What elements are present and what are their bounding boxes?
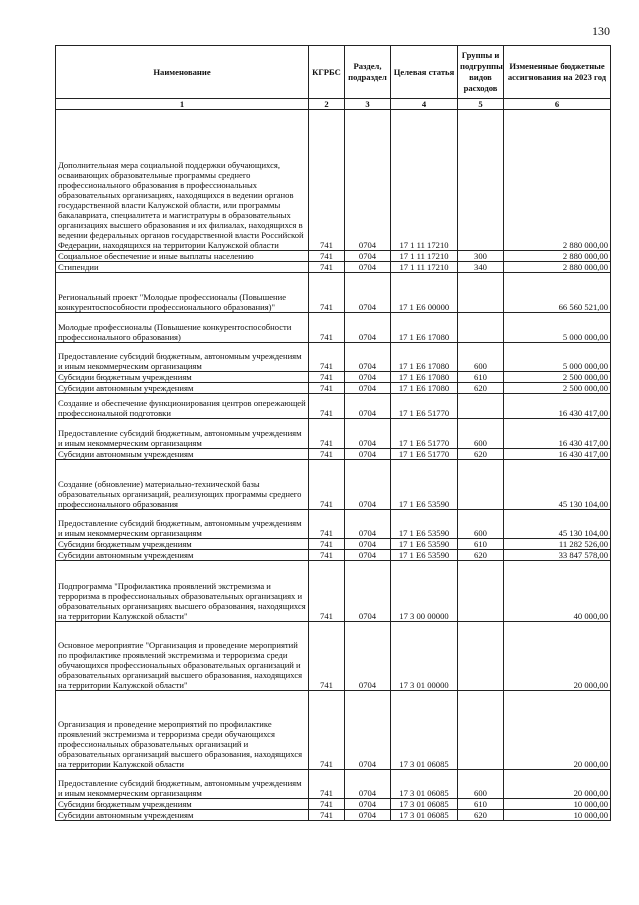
cell-target: 17 3 01 06085 <box>391 799 458 810</box>
cell-name: Региональный проект "Молодые профессионалы (Повышение конкурентоспособности профессионального образования)" <box>56 273 309 313</box>
cell-amount: 16 430 417,00 <box>504 419 611 449</box>
cell-section: 0704 <box>345 313 391 343</box>
column-number: 5 <box>458 99 504 110</box>
cell-group: 610 <box>458 799 504 810</box>
cell-group <box>458 394 504 419</box>
cell-target: 17 1 E6 53590 <box>391 550 458 561</box>
cell-amount: 10 000,00 <box>504 799 611 810</box>
cell-target: 17 1 E6 51770 <box>391 394 458 419</box>
cell-target: 17 1 E6 00000 <box>391 273 458 313</box>
table-row <box>56 383 611 394</box>
cell-name: Субсидии автономным учреждениям <box>56 810 309 821</box>
header-target: Целевая статья <box>391 46 458 99</box>
cell-amount: 66 560 521,00 <box>504 273 611 313</box>
cell-target: 17 1 11 17210 <box>391 251 458 262</box>
cell-group <box>458 460 504 510</box>
cell-kgrbs: 741 <box>309 419 345 449</box>
cell-name: Субсидии автономным учреждениям <box>56 550 309 561</box>
cell-amount: 11 282 526,00 <box>504 539 611 550</box>
cell-name: Субсидии автономным учреждениям <box>56 383 309 394</box>
cell-kgrbs: 741 <box>309 510 345 539</box>
cell-target: 17 1 E6 53590 <box>391 539 458 550</box>
cell-section: 0704 <box>345 273 391 313</box>
header-groups: Группы и подгруппы видов расходов <box>458 46 504 99</box>
cell-section: 0704 <box>345 561 391 622</box>
cell-group: 600 <box>458 510 504 539</box>
cell-section: 0704 <box>345 539 391 550</box>
cell-section: 0704 <box>345 419 391 449</box>
cell-group: 600 <box>458 770 504 799</box>
cell-group: 340 <box>458 262 504 273</box>
header-amount: Измененные бюджетные ассигнования на 2023 год <box>504 46 611 99</box>
cell-target: 17 3 01 06085 <box>391 770 458 799</box>
cell-kgrbs: 741 <box>309 372 345 383</box>
column-number: 1 <box>56 99 309 110</box>
table-row <box>56 799 611 810</box>
table-row <box>56 110 611 251</box>
cell-target: 17 1 E6 17080 <box>391 383 458 394</box>
cell-kgrbs: 741 <box>309 810 345 821</box>
cell-kgrbs: 741 <box>309 343 345 372</box>
column-number: 4 <box>391 99 458 110</box>
column-number-row <box>56 99 611 110</box>
page-number: 130 <box>592 24 610 38</box>
table-body <box>56 110 611 821</box>
cell-group <box>458 313 504 343</box>
cell-section: 0704 <box>345 449 391 460</box>
cell-name: Предоставление субсидий бюджетным, автономным учреждениям и иным некоммерческим организациям <box>56 419 309 449</box>
cell-section: 0704 <box>345 262 391 273</box>
cell-section: 0704 <box>345 550 391 561</box>
cell-target: 17 1 E6 17080 <box>391 372 458 383</box>
cell-section: 0704 <box>345 372 391 383</box>
cell-section: 0704 <box>345 394 391 419</box>
cell-kgrbs: 741 <box>309 539 345 550</box>
table-row <box>56 622 611 691</box>
cell-name: Стипендии <box>56 262 309 273</box>
cell-target: 17 1 E6 17080 <box>391 313 458 343</box>
cell-group <box>458 691 504 770</box>
table-row <box>56 262 611 273</box>
cell-name: Предоставление субсидий бюджетным, автономным учреждениям и иным некоммерческим организациям <box>56 510 309 539</box>
column-number: 6 <box>504 99 611 110</box>
cell-amount: 45 130 104,00 <box>504 460 611 510</box>
table-row <box>56 394 611 419</box>
cell-target: 17 1 E6 53590 <box>391 510 458 539</box>
table-row <box>56 460 611 510</box>
cell-group <box>458 561 504 622</box>
cell-amount: 2 880 000,00 <box>504 251 611 262</box>
cell-group: 610 <box>458 372 504 383</box>
cell-kgrbs: 741 <box>309 799 345 810</box>
cell-kgrbs: 741 <box>309 273 345 313</box>
cell-amount: 20 000,00 <box>504 622 611 691</box>
cell-amount: 16 430 417,00 <box>504 394 611 419</box>
cell-kgrbs: 741 <box>309 561 345 622</box>
cell-name: Предоставление субсидий бюджетным, автономным учреждениям и иным некоммерческим организациям <box>56 770 309 799</box>
cell-target: 17 1 E6 17080 <box>391 343 458 372</box>
table-row <box>56 510 611 539</box>
header-section: Раздел, подраздел <box>345 46 391 99</box>
table-row <box>56 550 611 561</box>
cell-target: 17 3 01 06085 <box>391 810 458 821</box>
cell-amount: 2 880 000,00 <box>504 262 611 273</box>
cell-kgrbs: 741 <box>309 460 345 510</box>
cell-amount: 5 000 000,00 <box>504 313 611 343</box>
cell-name: Организация и проведение мероприятий по профилактике проявлений экстремизма и терроризма среди обучающихся профессиональных образовательных организаций и образовательных организаций высшего образования, находящихся на территории Калужской области <box>56 691 309 770</box>
cell-name: Социальное обеспечение и иные выплаты населению <box>56 251 309 262</box>
header-name: Наименование <box>56 46 309 99</box>
header-row <box>56 46 611 99</box>
cell-amount: 20 000,00 <box>504 770 611 799</box>
column-number: 3 <box>345 99 391 110</box>
table-row <box>56 273 611 313</box>
cell-name: Предоставление субсидий бюджетным, автономным учреждениям и иным некоммерческим организациям <box>56 343 309 372</box>
table-row <box>56 343 611 372</box>
cell-kgrbs: 741 <box>309 262 345 273</box>
cell-group: 610 <box>458 539 504 550</box>
cell-section: 0704 <box>345 251 391 262</box>
cell-group: 620 <box>458 550 504 561</box>
table-row <box>56 539 611 550</box>
cell-name: Субсидии бюджетным учреждениям <box>56 799 309 810</box>
table-row <box>56 561 611 622</box>
cell-group <box>458 110 504 251</box>
cell-name: Подпрограмма "Профилактика проявлений экстремизма и терроризма в профессиональных образовательных организациях и образовательных организациях высшего образования, находящихся на территории Калужской области" <box>56 561 309 622</box>
cell-name: Основное мероприятие "Организация и проведение мероприятий по профилактике проявлений экстремизма и терроризма среди обучающихся профессиональных образовательных организаций и образовательных организаций высшего образования, находящихся на территории Калужской области" <box>56 622 309 691</box>
table-row <box>56 449 611 460</box>
table-row <box>56 691 611 770</box>
table-row <box>56 372 611 383</box>
cell-kgrbs: 741 <box>309 770 345 799</box>
cell-target: 17 1 E6 51770 <box>391 419 458 449</box>
cell-section: 0704 <box>345 510 391 539</box>
cell-group: 300 <box>458 251 504 262</box>
cell-name: Субсидии автономным учреждениям <box>56 449 309 460</box>
cell-section: 0704 <box>345 110 391 251</box>
cell-section: 0704 <box>345 799 391 810</box>
table-row <box>56 810 611 821</box>
cell-section: 0704 <box>345 383 391 394</box>
cell-group: 620 <box>458 383 504 394</box>
cell-kgrbs: 741 <box>309 449 345 460</box>
table-row <box>56 419 611 449</box>
budget-table <box>55 45 611 821</box>
cell-name: Субсидии бюджетным учреждениям <box>56 372 309 383</box>
cell-kgrbs: 741 <box>309 251 345 262</box>
cell-target: 17 1 E6 51770 <box>391 449 458 460</box>
cell-target: 17 1 E6 53590 <box>391 460 458 510</box>
cell-name: Молодые профессионалы (Повышение конкурентоспособности профессионального образования) <box>56 313 309 343</box>
table-row <box>56 251 611 262</box>
cell-kgrbs: 741 <box>309 313 345 343</box>
cell-amount: 2 500 000,00 <box>504 372 611 383</box>
column-number: 2 <box>309 99 345 110</box>
cell-kgrbs: 741 <box>309 110 345 251</box>
cell-group: 600 <box>458 343 504 372</box>
cell-kgrbs: 741 <box>309 394 345 419</box>
header-kgrbs: КГРБС <box>309 46 345 99</box>
cell-name: Субсидии бюджетным учреждениям <box>56 539 309 550</box>
cell-section: 0704 <box>345 622 391 691</box>
cell-name: Создание (обновление) материально-технической базы образовательных организаций, реализующих программы среднего профессионального образования <box>56 460 309 510</box>
cell-section: 0704 <box>345 460 391 510</box>
cell-kgrbs: 741 <box>309 622 345 691</box>
cell-amount: 5 000 000,00 <box>504 343 611 372</box>
cell-section: 0704 <box>345 343 391 372</box>
cell-kgrbs: 741 <box>309 691 345 770</box>
cell-group <box>458 273 504 313</box>
cell-target: 17 3 00 00000 <box>391 561 458 622</box>
table-row <box>56 313 611 343</box>
table-row <box>56 770 611 799</box>
cell-kgrbs: 741 <box>309 383 345 394</box>
cell-amount: 2 500 000,00 <box>504 383 611 394</box>
cell-group: 600 <box>458 419 504 449</box>
cell-amount: 20 000,00 <box>504 691 611 770</box>
cell-amount: 45 130 104,00 <box>504 510 611 539</box>
cell-section: 0704 <box>345 770 391 799</box>
cell-group: 620 <box>458 810 504 821</box>
cell-section: 0704 <box>345 810 391 821</box>
cell-group: 620 <box>458 449 504 460</box>
cell-name: Создание и обеспечение функционирования центров опережающей профессиональной подготовки <box>56 394 309 419</box>
cell-target: 17 3 01 06085 <box>391 691 458 770</box>
cell-amount: 16 430 417,00 <box>504 449 611 460</box>
cell-target: 17 3 01 00000 <box>391 622 458 691</box>
cell-amount: 10 000,00 <box>504 810 611 821</box>
cell-group <box>458 622 504 691</box>
cell-target: 17 1 11 17210 <box>391 110 458 251</box>
cell-section: 0704 <box>345 691 391 770</box>
cell-target: 17 1 11 17210 <box>391 262 458 273</box>
cell-amount: 40 000,00 <box>504 561 611 622</box>
cell-name: Дополнительная мера социальной поддержки обучающихся, осваивающих образовательные программы среднего профессионального образования в профессиональных образовательных организациях, находящихся в ведении органов государственной власти Калужской области, или программы бакалавриата, специалитета и магистратуры в образовательных организациях высшего образования и их филиалах, находящихся в ведении федеральных органов государственной власти Российской Федерации, находящихся на территории Калужской области <box>56 110 309 251</box>
cell-amount: 33 847 578,00 <box>504 550 611 561</box>
cell-kgrbs: 741 <box>309 550 345 561</box>
cell-amount: 2 880 000,00 <box>504 110 611 251</box>
